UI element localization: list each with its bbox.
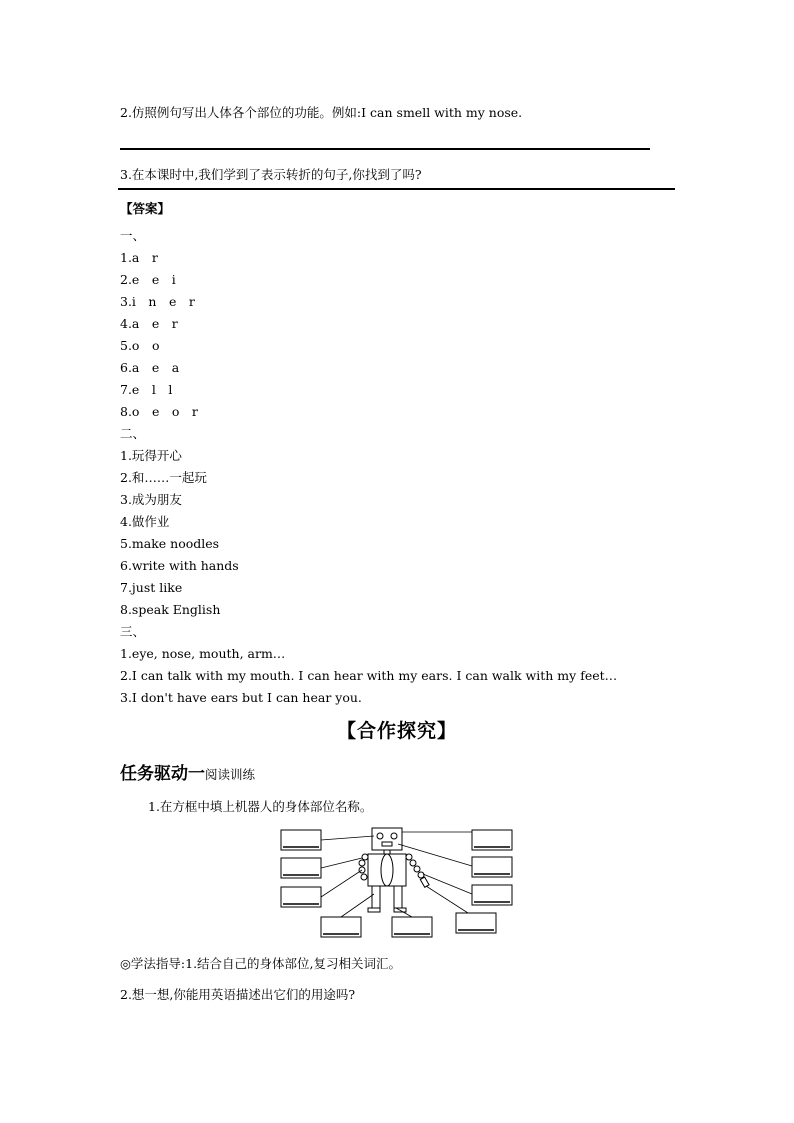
answer-item: 1.玩得开心 [120, 448, 182, 463]
answer-item: 7.just like [120, 580, 183, 595]
task-title [120, 759, 255, 784]
answer-item: 6.a e a [120, 360, 180, 375]
answer-line-2 [118, 188, 675, 190]
answer-item: 5.make noodles [120, 536, 220, 551]
answer-item: 8.speak English [120, 602, 221, 617]
answer-item: 2.和……一起玩 [120, 470, 207, 485]
section-3-title: 三、 [120, 624, 146, 639]
answer-item: 3.I don't have ears but I can hear you. [120, 690, 362, 705]
answer-item: 1.a r [120, 250, 158, 265]
answer-item: 5.o o [120, 338, 160, 353]
answer-item: 2.I can talk with my mouth. I can hear with my ears. I can walk with my feet… [120, 668, 618, 683]
question-3: 3.在本课时中,我们学到了表示转折的句子,你找到了吗? [120, 167, 422, 182]
answer-item: 6.write with hands [120, 558, 239, 573]
task-title-sub: 阅读训练 [205, 767, 256, 782]
task-instruction: 1.在方框中填上机器人的身体部位名称。 [148, 799, 373, 814]
cooperation-heading: 【合作探究】 [336, 720, 457, 742]
section-2-title: 二、 [120, 426, 146, 441]
study-guide: ◎学法指导:1.结合自己的身体部位,复习相关词汇。 [120, 956, 402, 971]
answer-line-1 [120, 148, 650, 150]
answer-item: 4.做作业 [120, 514, 170, 529]
answer-item: 8.o e o r [120, 404, 198, 419]
question-2: 2.仿照例句写出人体各个部位的功能。例如:I can smell with my nose. [120, 105, 523, 120]
answer-item: 3.i n e r [120, 294, 195, 309]
answer-label: 【答案】 [120, 201, 171, 216]
question-think: 2.想一想,你能用英语描述出它们的用途吗? [120, 987, 356, 1002]
answer-item: 1.eye, nose, mouth, arm… [120, 646, 286, 661]
section-1-title: 一、 [120, 228, 146, 243]
answer-item: 4.a e r [120, 316, 178, 331]
robot-diagram [278, 824, 518, 940]
answer-item: 7.e l l [120, 382, 173, 397]
task-title-main: 任务驱动一 [120, 764, 205, 784]
answer-item: 2.e e i [120, 272, 176, 287]
answer-item: 3.成为朋友 [120, 492, 182, 507]
